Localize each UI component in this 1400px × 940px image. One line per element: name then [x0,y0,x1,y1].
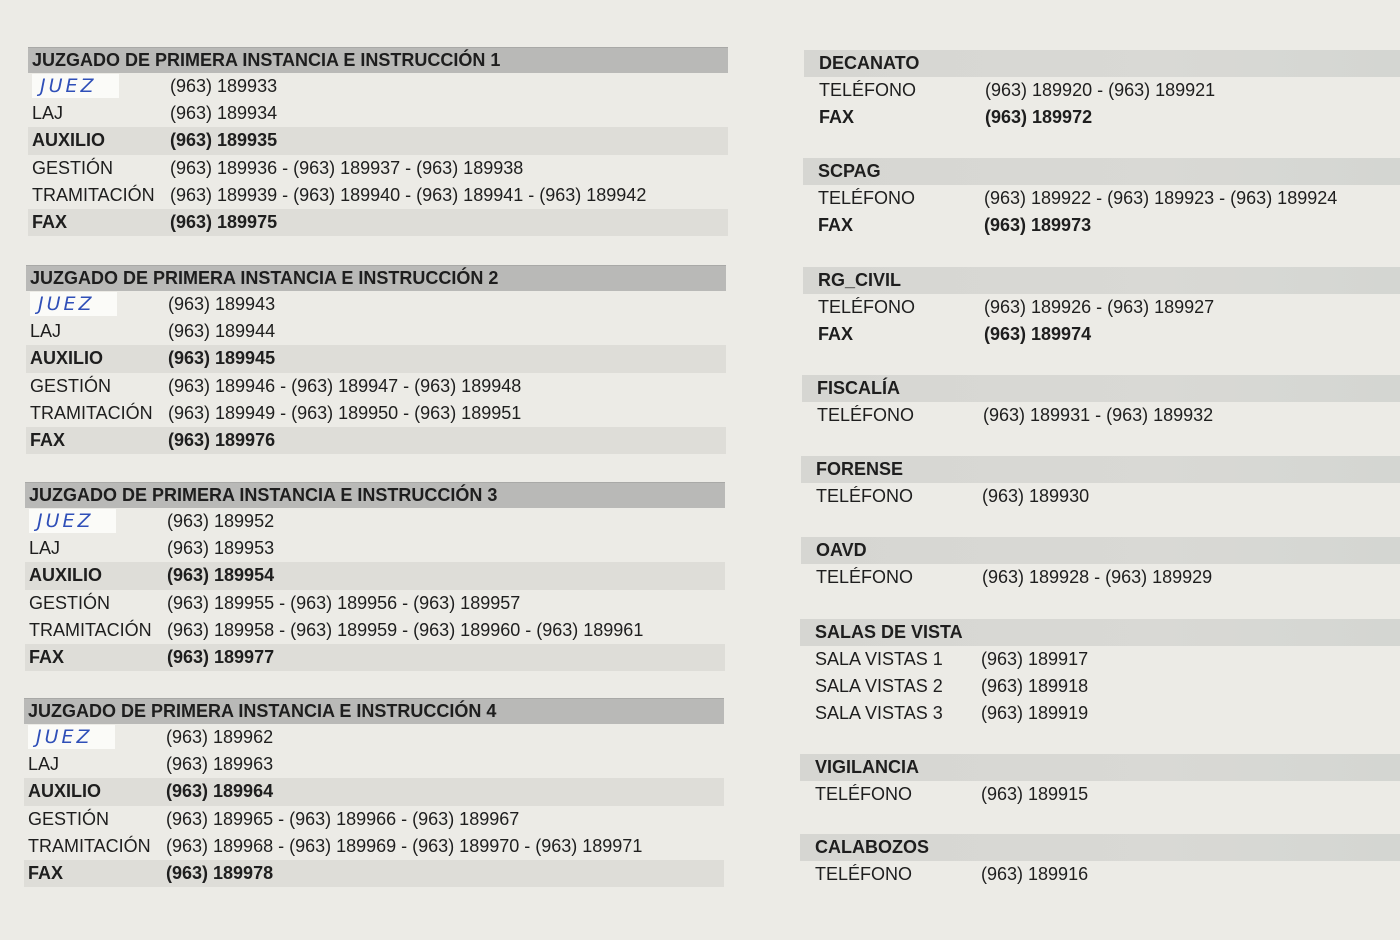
row-label: TELÉFONO [817,405,915,425]
row-telefono [801,483,1400,510]
row-label: SALA VISTAS 2 [815,676,943,697]
row-value: (963) 189976 [168,429,276,450]
row-auxilio [28,127,728,154]
section-calabozos [800,834,1400,888]
section-title: FISCALÍA [802,375,1400,402]
row-laj [25,535,725,562]
row-value: (963) 189943 [168,294,276,314]
row-gestion [25,590,725,617]
row-label: GESTIÓN [28,808,110,829]
row-tramitacion [28,182,728,209]
row-telefono [803,185,1400,212]
row-label: TRAMITACIÓN [29,619,152,640]
section-title: SALAS DE VISTA [800,619,1400,646]
row-label: AUXILIO [30,348,104,369]
row-label: LAJ [29,538,61,559]
row-label: GESTIÓN [30,375,112,396]
row-value: (963) 189949 - (963) 189950 - (963) 189951 [168,402,522,423]
row-label: TELÉFONO [816,567,914,587]
row-gestion [28,155,728,182]
row-value: (963) 189916 [981,864,1089,884]
row-value: (963) 189972 [985,107,1093,128]
section-salas-de-vista [800,619,1400,728]
row-value: (963) 189978 [166,862,274,883]
row-value: (963) 189928 - (963) 189929 [982,567,1213,587]
row-label: TELÉFONO [816,486,914,506]
handwritten-juez-label: JUEZ [30,292,117,316]
handwritten-juez-label: JUEZ [28,725,115,749]
section-scpag [803,158,1400,239]
row-juez [24,724,724,751]
row-value: (963) 189974 [984,324,1092,345]
row-value: (963) 189935 [170,130,278,151]
row-value: (963) 189917 [981,649,1089,669]
row-value: (963) 189962 [166,727,274,747]
section-title: JUZGADO DE PRIMERA INSTANCIA E INSTRUCCIÓN 1 [28,47,728,73]
row-fax [26,427,726,454]
row-value: (963) 189918 [981,676,1089,697]
row-juez [26,291,726,318]
row-telefono [800,861,1400,888]
row-value: (963) 189920 - (963) 189921 [985,80,1216,100]
row-tramitacion [25,617,725,644]
row-telefono [804,77,1400,104]
row-value: (963) 189964 [166,781,274,802]
row-label: LAJ [28,754,60,775]
row-value: (963) 189939 - (963) 189940 - (963) 189941 - (963) 189942 [170,184,647,205]
row-label: TELÉFONO [818,297,916,317]
row-sala-vistas-1 [800,646,1400,673]
row-value: (963) 189954 [167,565,275,586]
row-tramitacion [24,833,724,860]
row-value: (963) 189945 [168,348,276,369]
row-value: (963) 189958 - (963) 189959 - (963) 189960 - (963) 189961 [167,619,644,640]
row-telefono [801,564,1400,591]
row-fax [803,321,1400,348]
row-auxilio [26,345,726,372]
section-title: OAVD [801,537,1400,564]
court-section-4 [24,698,724,887]
row-fax [25,644,725,671]
row-label: FAX [29,646,65,667]
section-title: CALABOZOS [800,834,1400,861]
row-telefono [802,402,1400,429]
row-label: TELÉFONO [815,864,913,884]
row-telefono [803,294,1400,321]
row-value: (963) 189963 [166,754,274,775]
row-fax [804,104,1400,131]
section-forense [801,456,1400,510]
section-vigilancia [800,754,1400,808]
row-auxilio [25,562,725,589]
row-label: TELÉFONO [815,784,913,804]
section-title: JUZGADO DE PRIMERA INSTANCIA E INSTRUCCIÓN 2 [26,265,726,291]
section-title: RG_CIVIL [803,267,1400,294]
row-value: (963) 189926 - (963) 189927 [984,297,1215,317]
row-value: (963) 189944 [168,321,276,342]
row-label: FAX [30,429,66,450]
row-telefono [800,781,1400,808]
section-title: JUZGADO DE PRIMERA INSTANCIA E INSTRUCCIÓN 4 [24,698,724,724]
row-laj [24,751,724,778]
row-label: FAX [819,107,855,128]
row-fax [28,209,728,236]
row-auxilio [24,778,724,805]
row-label: FAX [32,211,68,232]
row-label: FAX [818,215,854,236]
court-section-1 [28,47,728,236]
row-value: (963) 189977 [167,646,275,667]
row-label: TRAMITACIÓN [32,184,155,205]
section-oavd [801,537,1400,591]
row-value: (963) 189930 [982,486,1090,506]
row-laj [26,318,726,345]
row-value: (963) 189931 - (963) 189932 [983,405,1214,425]
row-label: AUXILIO [32,130,106,151]
row-gestion [24,806,724,833]
row-value: (963) 189952 [167,511,275,531]
row-label: TRAMITACIÓN [28,835,151,856]
row-label: GESTIÓN [29,592,111,613]
row-fax [24,860,724,887]
section-title: VIGILANCIA [800,754,1400,781]
row-value: (963) 189973 [984,215,1092,236]
court-section-2 [26,265,726,454]
row-juez [25,508,725,535]
row-label: SALA VISTAS 1 [815,649,943,669]
row-tramitacion [26,400,726,427]
row-value: (963) 189953 [167,538,275,559]
row-value: (963) 189936 - (963) 189937 - (963) 189938 [170,157,524,178]
section-title: FORENSE [801,456,1400,483]
row-label: LAJ [32,103,64,124]
row-value: (963) 189915 [981,784,1089,804]
row-sala-vistas-3 [800,700,1400,727]
row-label: LAJ [30,321,62,342]
row-gestion [26,373,726,400]
section-title: DECANATO [804,50,1400,77]
row-value: (963) 189934 [170,103,278,124]
row-label: TRAMITACIÓN [30,402,153,423]
row-label: AUXILIO [29,565,103,586]
handwritten-juez-label: JUEZ [29,509,116,533]
row-fax [803,212,1400,239]
row-label: TELÉFONO [818,188,916,208]
row-label: TELÉFONO [819,80,917,100]
row-value: (963) 189955 - (963) 189956 - (963) 189957 [167,592,521,613]
section-title: JUZGADO DE PRIMERA INSTANCIA E INSTRUCCIÓN 3 [25,482,725,508]
row-value: (963) 189922 - (963) 189923 - (963) 189924 [984,188,1338,208]
section-fiscalia [802,375,1400,429]
row-sala-vistas-2 [800,673,1400,700]
section-decanato [804,50,1400,131]
court-section-3 [25,482,725,671]
row-label: AUXILIO [28,781,102,802]
row-value: (963) 189975 [170,211,278,232]
row-value: (963) 189933 [170,76,278,96]
row-value: (963) 189946 - (963) 189947 - (963) 189948 [168,375,522,396]
handwritten-juez-label: JUEZ [32,74,119,98]
row-label: FAX [818,324,854,345]
row-label: FAX [28,862,64,883]
row-value: (963) 189965 - (963) 189966 - (963) 189967 [166,808,520,829]
row-juez [28,73,728,100]
row-label: SALA VISTAS 3 [815,703,943,724]
row-label: GESTIÓN [32,157,114,178]
row-value: (963) 189968 - (963) 189969 - (963) 189970 - (963) 189971 [166,835,643,856]
row-value: (963) 189919 [981,703,1089,724]
row-laj [28,100,728,127]
section-rg-civil [803,267,1400,348]
section-title: SCPAG [803,158,1400,185]
